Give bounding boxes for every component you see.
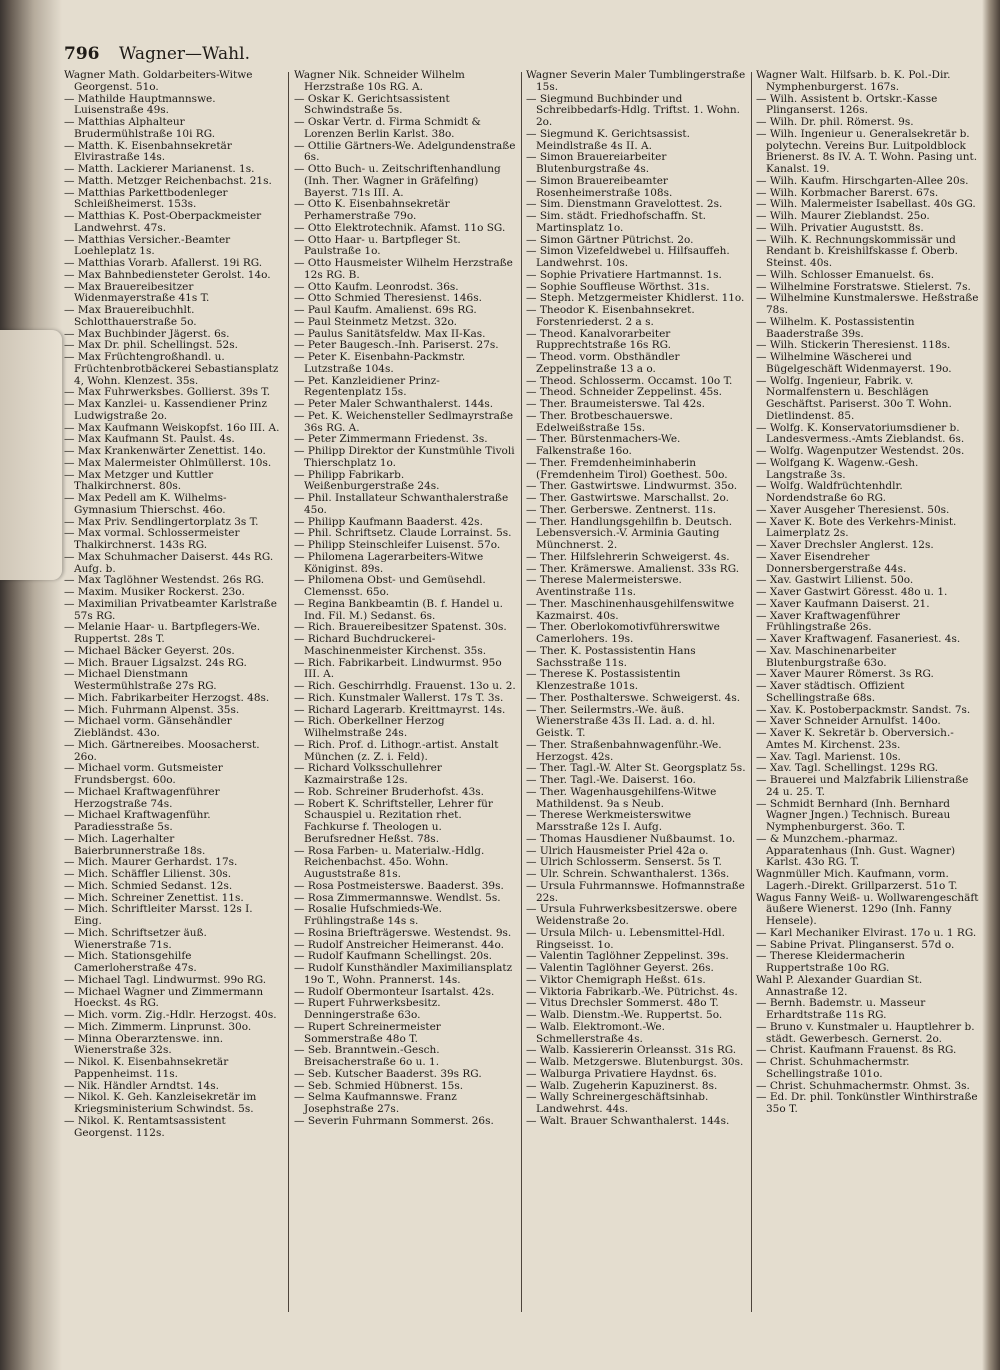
directory-entry: — Walburga Privatiere Haydnst. 6s. (526, 1068, 717, 1080)
directory-entry: — Ther. Tagl.-We. Daiserst. 16o. (526, 775, 696, 786)
directory-entry: — Ursula Fuhrwerksbesitzerswe. obere Weidenstraße 2o. (526, 904, 738, 927)
directory-entry: — Thomas Hausdiener Nußbaumst. 1o. (526, 833, 736, 845)
directory-entry: — Rob. Schreiner Bruderhofst. 43s. (294, 786, 485, 798)
directory-entry: — Xaver Kraftwagenf. Fasaneriest. 4s. (756, 634, 961, 645)
directory-entry: — Philomena Obst- und Gemüsehdl. Clemensst. 65o. (294, 575, 486, 598)
directory-entry: — Peter K. Eisenbahn-Packmstr. Lutzstraße 104s. (294, 352, 466, 375)
directory-entry: — Paul Kaufm. Amalienst. 69s RG. (294, 305, 477, 316)
directory-entry: — Rich. Brauereibesitzer Spatenst. 30s. (294, 622, 507, 634)
directory-entry: — Xav. Gastwirt Lilienst. 50o. (756, 575, 914, 587)
directory-entry: — Xaver Gastwirt Göresst. 48o u. 1. (756, 587, 948, 598)
directory-entry: — Therese Kleidermacherin Ruppertstraße 10o RG. (756, 951, 905, 974)
directory-entry: — Ther. Hilfslehrerin Schweigerst. 4s. (526, 551, 730, 563)
directory-entry: — Christ. Schuhmachermstr. Schellingstraße 101o. (756, 1057, 910, 1080)
directory-entry: — Matthias Vorarb. Afallerst. 19i RG. (64, 258, 263, 269)
directory-entry: Wagnmüller Mich. Kaufmann, vorm. Lagerh.-Direkt. Grillparzerst. 51o T. (756, 869, 958, 892)
directory-entry: — Xav. Tagl. Schellingst. 129s RG. (756, 763, 939, 775)
directory-entry: — Rupert Schreinermeister Sommerstraße 48o T. (294, 1021, 441, 1045)
directory-entry: — Max vormal. Schlossermeister Thalkirchnerst. 143s RG. (64, 528, 240, 551)
directory-entry: — Seb. Kutscher Baaderst. 39s RG. (294, 1068, 482, 1080)
directory-entry: — Otto Haar- u. Bartpfleger St. Paulstraße 1o. (294, 234, 461, 258)
directory-entry: — Rudolf Anstreicher Heimeranst. 44o. (294, 939, 504, 951)
directory-entry: — Walb. Dienstm.-We. Ruppertst. 5o. (526, 1010, 723, 1021)
column-1 (64, 70, 282, 1330)
directory-entry: — Max Schuhmacher Daiserst. 44s RG. Aufg. b. (64, 551, 274, 575)
directory-entry: — Wolfg. Waldfrüchtenhdlr. Nordendstraße 6o RG. (756, 481, 903, 504)
directory-entry: — Walb. Zugeherin Kapuzinerst. 8s. (526, 1080, 718, 1092)
directory-entry: — Philipp Fabrikarb. Weißenburgerstraße 24s. (294, 469, 440, 493)
directory-entry: — Rosa Postmeisterswe. Baaderst. 39s. (294, 880, 504, 892)
directory-entry: — Paul Steinmetz Metzst. 32o. (294, 316, 457, 328)
directory-entry: — Wally Schreinergeschäftsinhab. Landwehrst. 44s. (526, 1092, 709, 1115)
directory-entry: — Ther. Krämerswe. Amalienst. 33s RG. (526, 563, 740, 575)
directory-entry: — Ottilie Gärtners-We. Adelgundenstraße 6s. (294, 140, 516, 164)
directory-entry: — Max Früchtengroßhandl. u. Früchtenbrotbäckerei Sebastiansplatz 4, Wohn. Klenzest. 35s. (64, 352, 279, 387)
directory-entry: — Richard Volksschullehrer Kazmairstraße 12s. (294, 763, 442, 786)
directory-entry: — Wilh. Assistent b. Ortskr.-Kasse Plinganserst. 126s. (756, 93, 938, 117)
directory-entry: — Mich. Zimmerm. Linprunst. 30o. (64, 1021, 252, 1033)
directory-entry: — Ther. Bürstenmachers-We. Falkenstraße 16o. (526, 434, 681, 457)
directory-entry: — Max Kaufmann Weiskopfst. 16o III. A. (64, 422, 280, 434)
directory-entry: — Ursula Milch- u. Lebensmittel-Hdl. Ringseisst. 1o. (526, 927, 725, 951)
directory-entry: — Peter Baugesch.-Inh. Pariserst. 27s. (294, 340, 499, 352)
directory-entry: — Oskar K. Gerichtsassistent Schwindstraße 5s. (294, 93, 450, 117)
directory-entry: — Xaver Kraftwagenführer Frühlingstraße 26s. (756, 610, 900, 634)
directory-entry: — Theod. Kanalvorarbeiter Rupprechtstraße 16s RG. (526, 328, 672, 352)
directory-entry: — Wolfg. Ingenieur, Fabrik. v. Normalfenstern u. Beschlägen Geschäftst. Pariserst. 30o T. Wohn. Dietlindenst. 85. (756, 375, 952, 422)
directory-entry: — Michael Kraftwagenführ. Paradiesstraße 5s. (64, 810, 211, 833)
directory-entry: — Xaver Schneider Arnulfst. 140o. (756, 716, 941, 728)
directory-entry: — Rich. Kunstmaler Wallerst. 17s T. 3s. (294, 692, 504, 704)
directory-entry: — Rosalie Hufschmieds-We. Frühlingstraße 14s s. (294, 904, 442, 927)
directory-entry: — Wilh. Ingenieur u. Generalsekretär b. polytechn. Vereins Bur. Luitpoldblock Brienerst. 8s IV. A. T. Wohn. Pasing unt. Kanalst. 19. (756, 128, 978, 175)
directory-entry: — Philipp Steinschleifer Luisenst. 57o. (294, 540, 501, 551)
directory-entry: — Rich. Prof. d. Lithogr.-artist. Anstalt München (z. Z. i. Feld). (294, 739, 499, 763)
directory-entry: — Karl Mechaniker Elvirast. 17o u. 1 RG. (756, 927, 977, 939)
directory-entry: — Sabine Privat. Plinganserst. 57d o. (756, 939, 955, 951)
directory-entry: — Wolfgang K. Wagenw.-Gesh. Langstraße 3s. (756, 457, 919, 481)
directory-entry: — Mich. Schriftleiter Marsst. 12s I. Eing. (64, 904, 253, 927)
directory-entry: — Philipp Kaufmann Baaderst. 42s. (294, 516, 483, 528)
page-header (64, 44, 250, 68)
directory-entry: — Wilh. Korbmacher Barerst. 67s. (756, 187, 939, 199)
directory-entry: Wagner Math. Goldarbeiters-Witwe Georgenst. 51o. (64, 70, 253, 93)
directory-entry: — Michael Kraftwagenführer Herzogstraße 74s. (64, 786, 220, 810)
directory-entry: — Sophie Souffleuse Wörthst. 31s. (526, 281, 710, 293)
directory-entry: — Rich. Oberkellner Herzog Wilhelmstraße 24s. (294, 716, 445, 739)
directory-entry: — Wilhelmine Forstratswe. Stielerst. 7s. (756, 281, 971, 293)
directory-entry: — Xaver Ausgeher Theresienst. 50s. (756, 504, 950, 516)
directory-entry: Wagner Walt. Hilfsarb. b. K. Pol.-Dir. Nymphenburgerst. 167s. (756, 70, 951, 93)
directory-entry: — Phil. Installateur Schwanthalerstraße 45o. (294, 493, 509, 516)
directory-entry: — Xaver K. Bote des Verkehrs-Minist. Laimerplatz 2s. (756, 516, 957, 540)
directory-entry: — Valentin Taglöhner Zeppelinst. 39s. (526, 951, 729, 963)
directory-entry: — Max Priv. Sendlingertorplatz 3s T. (64, 516, 259, 528)
directory-entry: — Rudolf Kunsthändler Maximiliansplatz 19o T., Wohn. Prannerst. 14s. (294, 963, 513, 986)
directory-entry: — Michael Tagl. Lindwurmst. 99o RG. (64, 974, 267, 986)
directory-entry: — Steph. Metzgermeister Khidlerst. 11o. (526, 293, 745, 305)
directory-entry: — Philomena Lagerarbeiters-Witwe Königinst. 89s. (294, 551, 484, 575)
directory-entry: — Ther. Gastwirtswe. Lindwurmst. 35o. (526, 481, 738, 493)
directory-entry: — Simon Vizefeldwebel u. Hilfsauffeh. Landwehrst. 10s. (526, 246, 730, 269)
directory-entry: — Xaver Drechsler Anglerst. 12s. (756, 540, 934, 551)
directory-entry: — Matthias Alphalteur Brudermühlstraße 10i RG. (64, 117, 216, 140)
directory-entry: — Michael vorm. Gutsmeister Frundsbergst. 60o. (64, 763, 223, 786)
directory-entry: — Walb. Kassiererin Orleansst. 31s RG. (526, 1045, 737, 1057)
directory-entry: — Theod. Schneider Zeppelinst. 45s. (526, 387, 723, 399)
directory-entry: — Ther. Handlungsgehilfin b. Deutsch. Lebensversich.-V. Arminia Gauting Münchnerst. 2. (526, 516, 733, 551)
directory-entry: — Walt. Brauer Schwanthalerst. 144s. (526, 1115, 730, 1127)
directory-entry: — Nikol. K. Eisenbahnsekretär Pappenheimst. 11s. (64, 1057, 229, 1080)
directory-entry: — Xaver Maurer Römerst. 3s RG. (756, 669, 934, 681)
directory-entry: — Xaver städtisch. Offizient Schellingstraße 68s. (756, 681, 905, 704)
directory-entry: — Rich. Geschirrhdlg. Frauenst. 13o u. 2. (294, 681, 516, 692)
directory-entry: — Ther. K. Postassistentin Hans Sachsstraße 11s. (526, 645, 696, 669)
directory-entry: — Otto K. Eisenbahnsekretär Perhamerstraße 79o. (294, 199, 450, 222)
directory-entry: — Rudolf Kaufmann Schellingst. 20s. (294, 951, 492, 963)
directory-entry: — Peter Zimmermann Friedenst. 3s. (294, 434, 488, 446)
directory-entry: — Paulus Sanitätsfeldw. Max II-Kas. (294, 328, 486, 340)
column-4 (756, 70, 982, 1330)
directory-entry: — Maximilian Privatbeamter Karlstraße 57s RG. (64, 598, 277, 622)
directory-entry: — Regina Bankbeamtin (B. f. Handel u. Ind. Fil. M.) Sedanst. 6s. (294, 598, 503, 622)
directory-entry: — Valentin Taglöhner Geyerst. 26s. (526, 963, 714, 974)
directory-entry: — Therese K. Postassistentin Klenzestraße 101s. (526, 669, 681, 692)
directory-entry: — Otto Kaufm. Leonrodst. 36s. (294, 281, 459, 293)
directory-entry: — Nik. Händler Arndtst. 14s. (64, 1080, 219, 1092)
column-divider (288, 72, 289, 1312)
directory-entry: — Matth. Metzger Reichenbachst. 21s. (64, 175, 272, 187)
directory-entry: — Matth. Lackierer Marianenst. 1s. (64, 164, 255, 175)
directory-entry: — Max Metzger und Kuttler Thalkirchnerst. 80s. (64, 469, 214, 493)
directory-entry: — Wilhelmine Kunstmalerswe. Heßstraße 78s. (756, 293, 979, 316)
directory-entry: — Ther. Brotbeschauerswe. Edelweißstraße 15s. (526, 410, 673, 434)
directory-entry: — Michael Dienstmann Westermühlstraße 27s RG. (64, 669, 217, 692)
directory-entry: — Brauerei und Malzfabrik Lilienstraße 24 u. 25. T. (756, 775, 969, 798)
directory-entry: — Simon Gärtner Pütrichst. 2o. (526, 234, 694, 246)
directory-entry: — Siegmund Buchbinder und Schreibbedarfs-Hdlg. Triftst. 1. Wohn. 2o. (526, 93, 740, 128)
directory-entry: Wahl P. Alexander Guardian St. Annastraße 12. (756, 974, 923, 998)
directory-entry: — Rosa Zimmermannswe. Wendlst. 5s. (294, 892, 501, 904)
directory-entry: — Ed. Dr. phil. Tonkünstler Winthirstraße 35o T. (756, 1092, 978, 1115)
directory-entry: — Oskar Vertr. d. Firma Schmidt & Lorenzen Berlin Karlst. 38o. (294, 117, 481, 140)
directory-entry: — Nikol. K. Geh. Kanzleisekretär im Kriegsministerium Schwindst. 5s. (64, 1092, 257, 1115)
directory-entry: — Mich. Schriftsetzer äuß. Wienerstraße 71s. (64, 927, 207, 951)
directory-entry: — Ulr. Schrein. Schwanthalerst. 136s. (526, 869, 730, 880)
directory-entry: — Otto Schmied Theresienst. 146s. (294, 293, 482, 305)
directory-entry: — Matthias Parkettbodenleger Schleißheimerst. 153s. (64, 187, 228, 211)
right-edge-shadow (982, 0, 1000, 1370)
directory-entry: — Michael vorm. Gänsehändler Ziebländst. 43o. (64, 716, 232, 739)
directory-entry: — Mich. Gärtnereibes. Moosacherst. 26o. (64, 739, 260, 763)
directory-entry: — Max Dr. phil. Schellingst. 52s. (64, 340, 238, 352)
directory-entry: — Minna Oberarztenswe. inn. Wienerstraße 32s. (64, 1033, 224, 1057)
column-3 (526, 70, 746, 1330)
directory-entry: — Ther. Oberlokomotivführerswitwe Camerlohers. 19s. (526, 622, 720, 645)
directory-entry: — Wilh. Maurer Zieblandst. 25o. (756, 211, 930, 222)
directory-entry: — Sophie Privatiere Hartmannst. 1s. (526, 269, 722, 281)
column-2 (294, 70, 516, 1330)
directory-entry: Wagus Fanny Weiß- u. Wollwarengeschäft äußere Wienerst. 129o (Inh. Fanny Hensele). (756, 892, 979, 927)
directory-entry: — Xaver Kaufmann Daiserst. 21. (756, 598, 930, 610)
directory-entry: — Wolfg. Wagenputzer Westendst. 20s. (756, 446, 965, 457)
directory-entry: — Mich. Schreiner Zenettist. 11s. (64, 892, 244, 904)
directory-entry: — Walb. Elektromont.-We. Schmellerstraße 4s. (526, 1021, 665, 1045)
directory-entry: — Xaver K. Sekretär b. Oberversich.-Amtes M. Kirchenst. 23s. (756, 728, 954, 751)
directory-entry: — Rich. Fabrikarbeit. Lindwurmst. 95o III. A. (294, 657, 502, 681)
directory-entry: — Otto Buch- u. Zeitschriftenhandlung (Inh. Ther. Wagner in Gräfelfing) Bayerst. 71s III. A. (294, 164, 501, 199)
directory-entry: — Rosa Farben- u. Materialw.-Hdlg. Reichenbachst. 45o. Wohn. Auguststraße 81s. (294, 845, 485, 880)
directory-entry: — Xaver Eisendreher Donnersbergerstraße 44s. (756, 551, 907, 575)
directory-entry: — Phil. Schriftsetz. Claude Lorrainst. 5s. (294, 528, 512, 540)
directory-entry: — Ther. Gastwirtswe. Marschallst. 2o. (526, 493, 729, 504)
directory-entry: — Richard Buchdruckerei-Maschinenmeister Kirchenst. 35s. (294, 634, 487, 657)
column-divider (751, 72, 752, 1312)
page-clip (0, 330, 62, 580)
column-divider (521, 72, 522, 1312)
directory-entry: — Therese Malermeisterswe. Aventinstraße 11s. (526, 575, 682, 598)
directory-entry: — Peter Maler Schwanthalerst. 144s. (294, 399, 494, 410)
directory-entry: — Michael Bäcker Geyerst. 20s. (64, 645, 235, 657)
directory-entry: — Pet. K. Weichensteller Sedlmayrstraße 36s RG. A. (294, 410, 514, 434)
directory-entry: — Max Brauereibesitzer Widenmayerstraße 41s T. (64, 281, 210, 305)
directory-entry: — Mathilde Hauptmannswe. Luisenstraße 49s. (64, 93, 216, 117)
directory-entry: — Nikol. K. Rentamtsassistent Georgenst. 112s. (64, 1115, 226, 1139)
directory-entry: — Mich. Lagerhalter Baierbrunnerstraße 18s. (64, 833, 206, 857)
directory-entry: — Wilhelmine Wäscherei und Bügelgeschäft Widenmayerst. 19o. (756, 352, 952, 375)
directory-entry: — Ther. Posthalterswe. Schweigerst. 4s. (526, 692, 741, 704)
directory-entry: — Max Brauereibuchhlt. Schlotthauerstraße 5o. (64, 305, 197, 328)
directory-entry: — Max Kaufmann St. Paulst. 4s. (64, 434, 235, 446)
directory-entry: — Wilh. Privatier Auguststt. 8s. (756, 222, 924, 234)
page-title: Wagner—Wahl. (118, 44, 250, 64)
directory-entry: — Ther. Tagl.-W. Alter St. Georgsplatz 5s. (526, 763, 746, 775)
book-gutter-shadow (0, 0, 62, 1370)
directory-entry: — Wolfg. K. Konservatoriumsdiener b. Landesvermess.-Amts Zieblandst. 6s. (756, 422, 965, 446)
directory-entry: — Xav. Tagl. Marienst. 10s. (756, 751, 901, 763)
directory-entry: — Mich. vorm. Zig.-Hdlr. Herzogst. 40s. (64, 1010, 277, 1021)
directory-entry: — Ther. Straßenbahnwagenführ.-We. Herzogst. 42s. (526, 739, 722, 763)
directory-entry: — Wilh. Stickerin Theresienst. 118s. (756, 340, 951, 352)
directory-entry: — Richard Lagerarb. Kreittmayrst. 14s. (294, 704, 506, 716)
directory-entry: — Rosina Briefträgerswe. Westendst. 9s. (294, 927, 512, 939)
directory-entry: — Sim. Dienstmann Gravelottest. 2s. (526, 199, 723, 211)
directory-entry: — Wilh. Kaufm. Hirschgarten-Allee 20s. (756, 175, 969, 187)
directory-entry: — Pet. Kanzleidiener Prinz-Regentenplatz 15s. (294, 375, 440, 399)
directory-entry: — Otto Elektrotechnik. Afamst. 11o SG. (294, 222, 506, 234)
directory-entry: — Simon Brauereibeamter Rosenheimerstraße 108s. (526, 175, 673, 199)
directory-entry: — Ulrich Schlosserm. Senserst. 5s T. (526, 857, 722, 869)
directory-entry: — Mich. Fabrikarbeiter Herzogst. 48s. (64, 692, 270, 704)
directory-entry: — Sim. städt. Friedhofschaffn. St. Martinsplatz 1o. (526, 211, 707, 234)
directory-entry: — Mich. Schmied Sedanst. 12s. (64, 880, 233, 892)
directory-entry: — Theodor K. Eisenbahnsekret. Forstenriederst. 2 a s. (526, 305, 695, 328)
directory-entry: — Mich. Schäffler Lilienst. 30s. (64, 869, 232, 880)
directory-entry: — Max Malermeister Ohlmüllerst. 10s. (64, 457, 272, 469)
directory-entry: — Schmidt Bernhard (Inh. Bernhard Wagner Jngen.) Technisch. Bureau Nymphenburgerst. 36o. T. (756, 798, 951, 833)
directory-entry: — Max Taglöhner Westendst. 26s RG. (64, 575, 265, 587)
directory-entry: — Viktor Chemigraph Heßst. 61s. (526, 974, 706, 986)
directory-entry: — Walb. Metzgerswe. Blutenburgst. 30s. (526, 1057, 744, 1068)
directory-entry: — Viktoria Fabrikarb.-We. Pütrichst. 4s. (526, 986, 738, 998)
directory-entry: — Simon Brauereiarbeiter Blutenburgstraße 4s. (526, 152, 667, 175)
directory-entry: — Ulrich Hausmeister Priel 42a o. (526, 845, 709, 857)
directory-entry: — Ther. Fremdenheiminhaberin (Fremdenheim Tirol) Goethest. 50o. (526, 457, 728, 481)
directory-entry: — Robert K. Schriftsteller, Lehrer für Schauspiel u. Rezitation rhet. Fachkurse f. Theologen u. Berufsredner Heßst. 78s. (294, 798, 493, 845)
directory-entry: — Vitus Drechsler Sommerst. 48o T. (526, 998, 719, 1010)
directory-entry: Wagner Nik. Schneider Wilhelm Herzstraße 10s RG. A. (294, 70, 465, 93)
directory-entry: — Ther. Wagenhausgehilfens-Witwe Mathildenst. 9a s Neub. (526, 786, 717, 810)
directory-entry: — Ursula Fuhrmannswe. Hofmannstraße 22s. (526, 880, 745, 904)
directory-entry: — Max Fuhrwerksbes. Gollierst. 39s T. (64, 387, 271, 399)
directory-entry: — Michael Wagner und Zimmermann Hoeckst. 4s RG. (64, 986, 264, 1010)
directory-entry: — Philipp Direktor der Kunstmühle Tivoli Thierschplatz 1o. (294, 446, 515, 469)
directory-entry: — Max Buchbinder Jägerst. 6s. (64, 328, 230, 340)
directory-entry: — Ther. Braumeisterswe. Tal 42s. (526, 399, 705, 410)
directory-entry: — Rudolf Obermonteur Isartalst. 42s. (294, 986, 495, 998)
directory-entry: Wagner Severin Maler Tumblingerstraße 15s. (526, 70, 746, 93)
directory-entry: — & Munzchem.-pharmaz. Apparatenhaus (Inh. Gust. Wagner) Karlst. 43o RG. T. (756, 833, 956, 869)
directory-entry: — Melanie Haar- u. Bartpflegers-We. Ruppertst. 28s T. (64, 622, 261, 645)
directory-entry: — Siegmund K. Gerichtsassist. Meindlstraße 4s II. A. (526, 128, 690, 152)
directory-entry: — Bernh. Bademstr. u. Masseur Erhardtstraße 11s RG. (756, 998, 926, 1021)
directory-entry: — Ther. Maschinenhausgehilfenswitwe Kazmairst. 40s. (526, 598, 735, 622)
directory-entry: — Max Krankenwärter Zenettist. 14o. (64, 446, 266, 457)
directory-entry: — Mich. Fuhrmann Alpenst. 35s. (64, 704, 240, 716)
directory-entry: — Mich. Maurer Gerhardst. 17s. (64, 857, 238, 869)
directory-entry: — Matth. K. Eisenbahnsekretär Elvirastraße 14s. (64, 140, 232, 164)
directory-entry: — Christ. Schuhmachermstr. Ohmst. 3s. (756, 1080, 970, 1092)
directory-entry: — Max Kanzlei- u. Kassendiener Prinz Ludwigstraße 2o. (64, 399, 267, 422)
directory-entry: — Maxim. Musiker Rockerst. 23o. (64, 587, 245, 598)
directory-entry: — Max Pedell am K. Wilhelms-Gymnasium Thierschst. 46o. (64, 493, 227, 516)
directory-entry: — Severin Fuhrmann Sommerst. 26s. (294, 1115, 494, 1127)
directory-entry: — Rupert Fuhrwerksbesitz. Denningerstraße 63o. (294, 998, 441, 1021)
directory-entry: — Seb. Schmied Hübnerst. 15s. (294, 1080, 464, 1092)
directory-entry: — Otto Hausmeister Wilhelm Herzstraße 12s RG. B. (294, 258, 513, 281)
directory-entry: — Mich. Stationsgehilfe Camerloherstraße 47s. (64, 951, 197, 974)
directory-entry: — Selma Kaufmannswe. Franz Josephstraße 27s. (294, 1092, 457, 1115)
directory-entry: — Matthias Versicher.-Beamter Loehleplatz 1s. (64, 234, 231, 258)
directory-entry: — Max Bahnbediensteter Gerolst. 14o. (64, 269, 271, 281)
directory-entry: — Seb. Branntwein.-Gesch. Breisacherstraße 6o u. 1. (294, 1045, 440, 1068)
directory-entry: — Christ. Kaufmann Frauenst. 8s RG. (756, 1045, 957, 1057)
directory-entry: — Wilhelm. K. Postassistentin Baaderstraße 39s. (756, 316, 915, 340)
directory-entry: — Matthias K. Post-Oberpackmeister Landwehrst. 47s. (64, 211, 262, 234)
directory-entry: — Theod. Schlosserm. Occamst. 10o T. (526, 375, 733, 387)
directory-entry: — Ther. Gerberswe. Zentnerst. 11s. (526, 504, 717, 516)
directory-entry: — Bruno v. Kunstmaler u. Hauptlehrer b. städt. Gewerbesch. Gernerst. 2o. (756, 1021, 975, 1045)
directory-entry: — Ther. Seilermstrs.-We. äuß. Wienerstraße 43s II. Lad. a. d. hl. Geistk. T. (526, 704, 716, 739)
directory-entry: — Theod. vorm. Obsthändler Zeppelinstraße 13 a o. (526, 352, 680, 375)
directory-entry: — Wilh. Schlosser Emanuelst. 6s. (756, 269, 935, 281)
directory-entry: — Wilh. K. Rechnungskommissär und Rendant b. Kreishilfskasse f. Oberb. Steinst. 40s. (756, 234, 958, 269)
directory-entry: — Wilh. Malermeister Isabellast. 40s GG. (756, 199, 976, 211)
directory-entry: — Xav. Maschinenarbeiter Blutenburgstraße 63o. (756, 645, 897, 669)
page-number: 796 (64, 44, 100, 64)
directory-entry: — Therese Werkmeisterswitwe Marsstraße 12s I. Aufg. (526, 810, 692, 833)
directory-entry: — Wilh. Dr. phil. Römerst. 9s. (756, 117, 914, 128)
directory-entry: — Mich. Brauer Ligsalzst. 24s RG. (64, 657, 247, 669)
directory-entry: — Xav. K. Postoberpackmstr. Sandst. 7s. (756, 704, 971, 716)
